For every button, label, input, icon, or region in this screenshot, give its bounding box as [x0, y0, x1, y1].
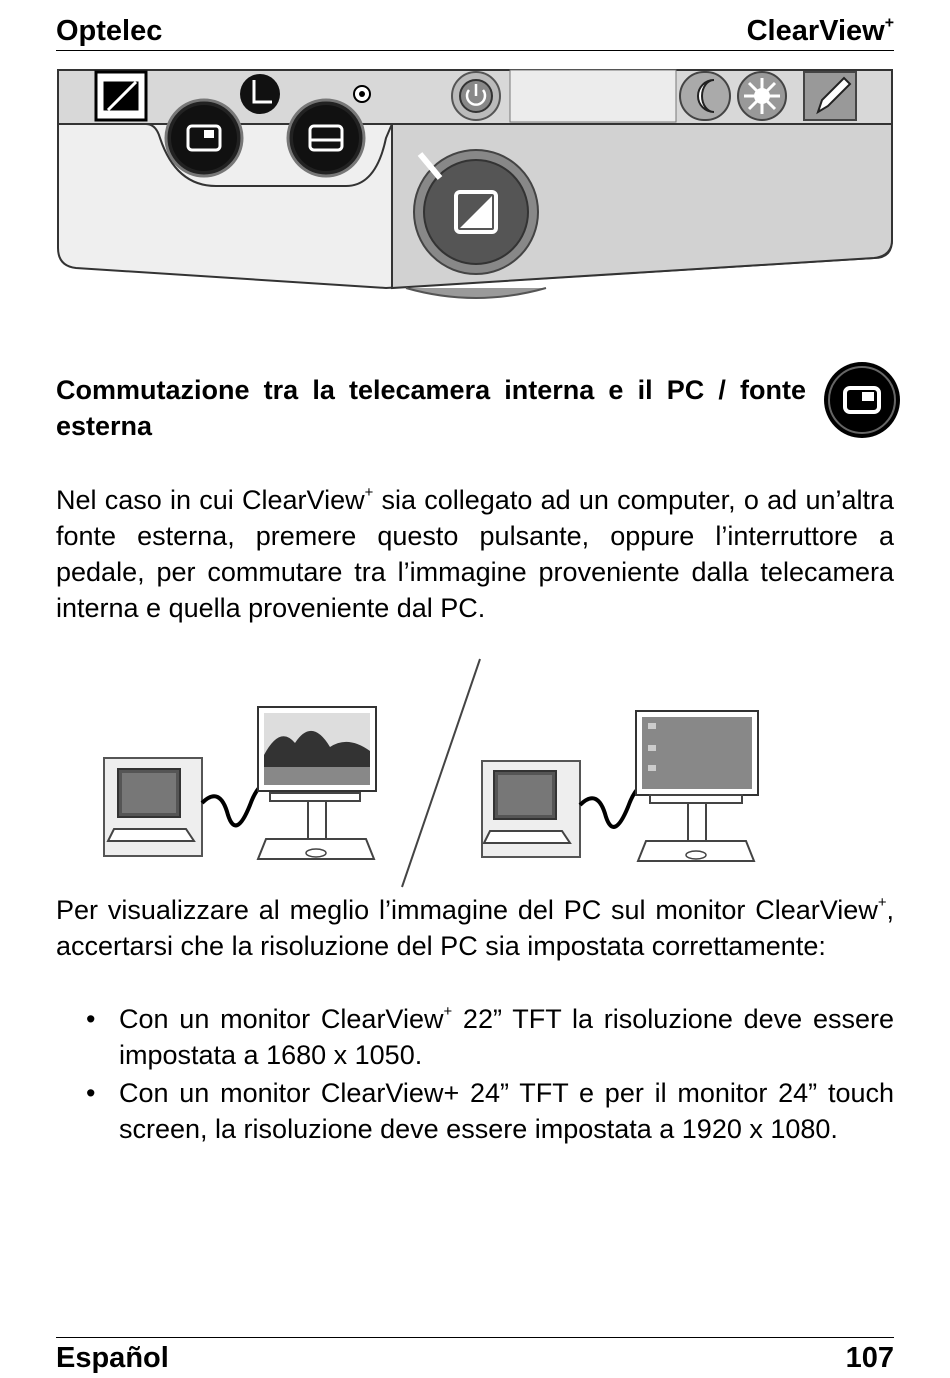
page-number: 107 [845, 1342, 894, 1374]
product-sup: + [884, 14, 894, 32]
contrast-dial-icon [414, 150, 538, 274]
list-item [56, 1001, 894, 1073]
product-name [747, 15, 894, 48]
superscript: + [443, 1004, 453, 1021]
superscript: + [364, 485, 374, 502]
intro-paragraph [56, 482, 894, 626]
superscript: + [877, 895, 887, 912]
pc-computer-icon [104, 758, 202, 856]
pc-computer-icon [482, 761, 580, 857]
camera-source-icon [166, 100, 242, 176]
list-item-text: Con un monitor ClearView+ 24” TFT e per il monitor 24” touch screen, la risoluzione deve essere impostata a 1920 x 1080. [119, 1078, 894, 1144]
paragraph-text: Nel caso in cui ClearView [56, 485, 365, 515]
power-icon [452, 72, 500, 120]
clearview-monitor-camera [258, 707, 376, 859]
lamp-icon [240, 74, 280, 114]
brand-name: Optelec [56, 15, 163, 47]
control-panel-illustration [56, 62, 896, 302]
resolution-paragraph [56, 892, 894, 964]
page-header [56, 12, 894, 51]
paragraph-text: sia collegato ad un computer, o ad un’altra fonte esterna, premere questo pulsante, oppure l’interruttore a pedale, per commutare tra l’immagine proveniente dalla telecamera interna e quella proveniente dal PC. [56, 485, 894, 623]
resolution-list [56, 1001, 894, 1149]
pc-source-icon [288, 100, 364, 176]
product-name-text: ClearView [746, 15, 885, 47]
paragraph-text: , accertarsi che la risoluzione del PC sia impostata correttamente: [56, 895, 894, 961]
list-item-text: 22” TFT la risoluzione deve essere impostata a 1680 x 1050. [119, 1004, 894, 1070]
night-mode-icon [680, 72, 730, 120]
page-footer [56, 1337, 894, 1375]
list-item-text: Con un monitor ClearView [119, 1004, 444, 1034]
clearview-monitor-pc [636, 711, 758, 861]
paragraph-text: Per visualizzare al meglio l’immagine del PC sul monitor ClearView [56, 895, 878, 925]
section-title: Commutazione tra la telecamera interna e il PC / fonte esterna [56, 375, 806, 441]
brightness-icon [738, 72, 786, 120]
source-switch-illustration [90, 655, 770, 890]
pen-icon [804, 72, 856, 120]
list-item [56, 1075, 894, 1147]
no-camera-icon [96, 72, 146, 120]
led-indicator-icon [354, 86, 370, 102]
footer-language: Español [56, 1342, 169, 1374]
camera-source-icon [822, 360, 902, 440]
